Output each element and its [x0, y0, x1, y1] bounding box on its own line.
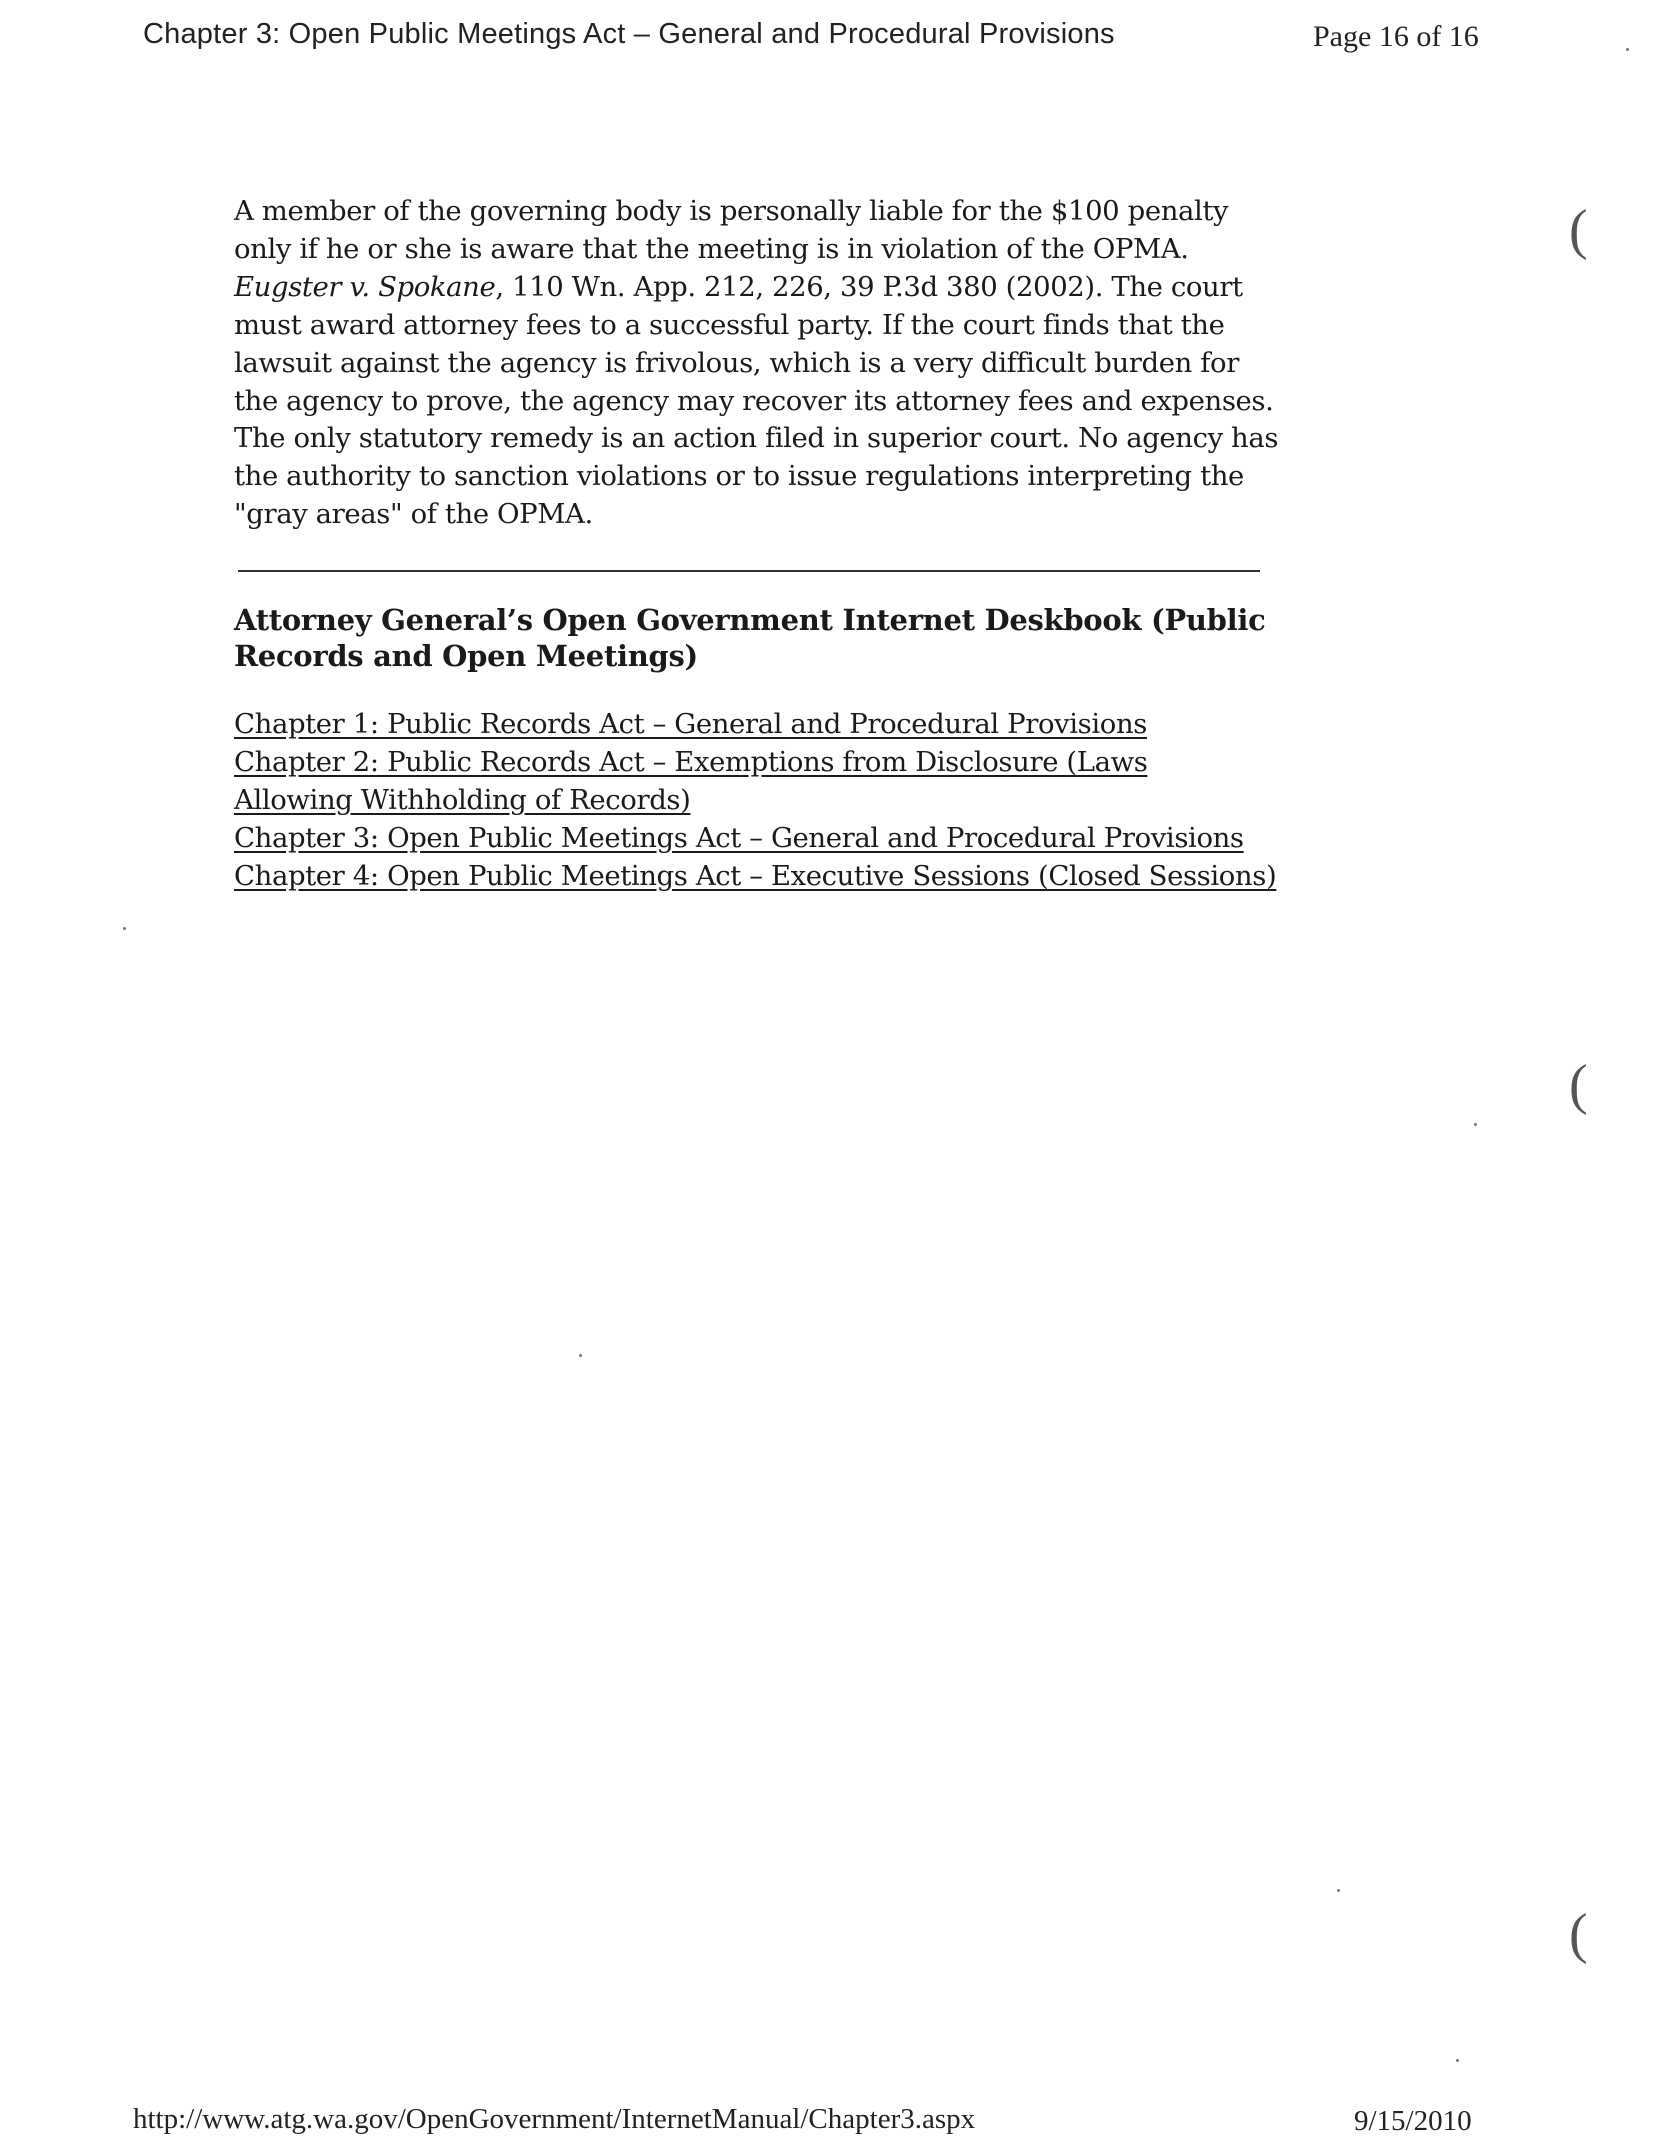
- chapter-1-link[interactable]: Chapter 1: Public Records Act – General and Procedural Provisions: [234, 708, 1147, 741]
- case-name: Eugster v. Spokane: [234, 270, 496, 303]
- page-number: Page 16 of 16: [1313, 20, 1479, 53]
- body-line: the agency to prove, the agency may recover its attorney fees and expenses.: [234, 384, 1274, 417]
- chapter-4-link[interactable]: Chapter 4: Open Public Meetings Act – Executive Sessions (Closed Sessions): [234, 860, 1277, 893]
- chapter-2-link[interactable]: Chapter 2: Public Records Act – Exemptions from Disclosure (Laws: [234, 746, 1148, 779]
- body-line: lawsuit against the agency is frivolous, which is a very difficult burden for: [234, 346, 1239, 379]
- case-citation: , 110 Wn. App. 212, 226, 39 P.3d 380 (2002). The court: [495, 270, 1243, 303]
- margin-mark: (: [1569, 199, 1588, 261]
- scan-speck: [579, 1354, 582, 1357]
- scan-speck: [1456, 2059, 1459, 2062]
- scan-speck: [1337, 1889, 1340, 1892]
- scan-speck: [1626, 48, 1629, 51]
- scan-speck: [123, 927, 126, 930]
- body-paragraph: [234, 193, 1279, 534]
- page-footer-url: http://www.atg.wa.gov/OpenGovernment/InternetManual/Chapter3.aspx: [133, 2103, 976, 2135]
- body-line: A member of the governing body is personally liable for the $100 penalty: [234, 195, 1229, 227]
- body-line: must award attorney fees to a successful party. If the court finds that the: [234, 308, 1225, 341]
- margin-mark: (: [1569, 1054, 1588, 1116]
- body-line: "gray areas" of the OPMA.: [234, 498, 593, 531]
- body-line-citation: [234, 269, 1264, 307]
- chapter-3-link[interactable]: Chapter 3: Open Public Meetings Act – General and Procedural Provisions: [234, 822, 1244, 855]
- margin-mark: (: [1569, 1903, 1588, 1965]
- deskbook-heading-line: Attorney General’s Open Government Internet Deskbook (Public: [234, 603, 1266, 638]
- page-footer-date: 9/15/2010: [1354, 2105, 1472, 2137]
- body-line: only if he or she is aware that the meeting is in violation of the OPMA.: [234, 232, 1189, 265]
- chapter-2-link-continued[interactable]: Allowing Withholding of Records): [234, 784, 691, 817]
- page-content: [234, 193, 1279, 895]
- deskbook-heading-line: Records and Open Meetings): [234, 639, 698, 674]
- body-line: the authority to sanction violations or to issue regulations interpreting the: [234, 460, 1244, 493]
- scan-speck: [1474, 1123, 1477, 1126]
- deskbook-heading: [234, 602, 1264, 674]
- page-header-title: Chapter 3: Open Public Meetings Act – General and Procedural Provisions: [143, 18, 1115, 50]
- chapter-link-list: [234, 705, 1277, 895]
- section-divider: [238, 570, 1260, 572]
- body-line: The only statutory remedy is an action filed in superior court. No agency has: [234, 422, 1279, 455]
